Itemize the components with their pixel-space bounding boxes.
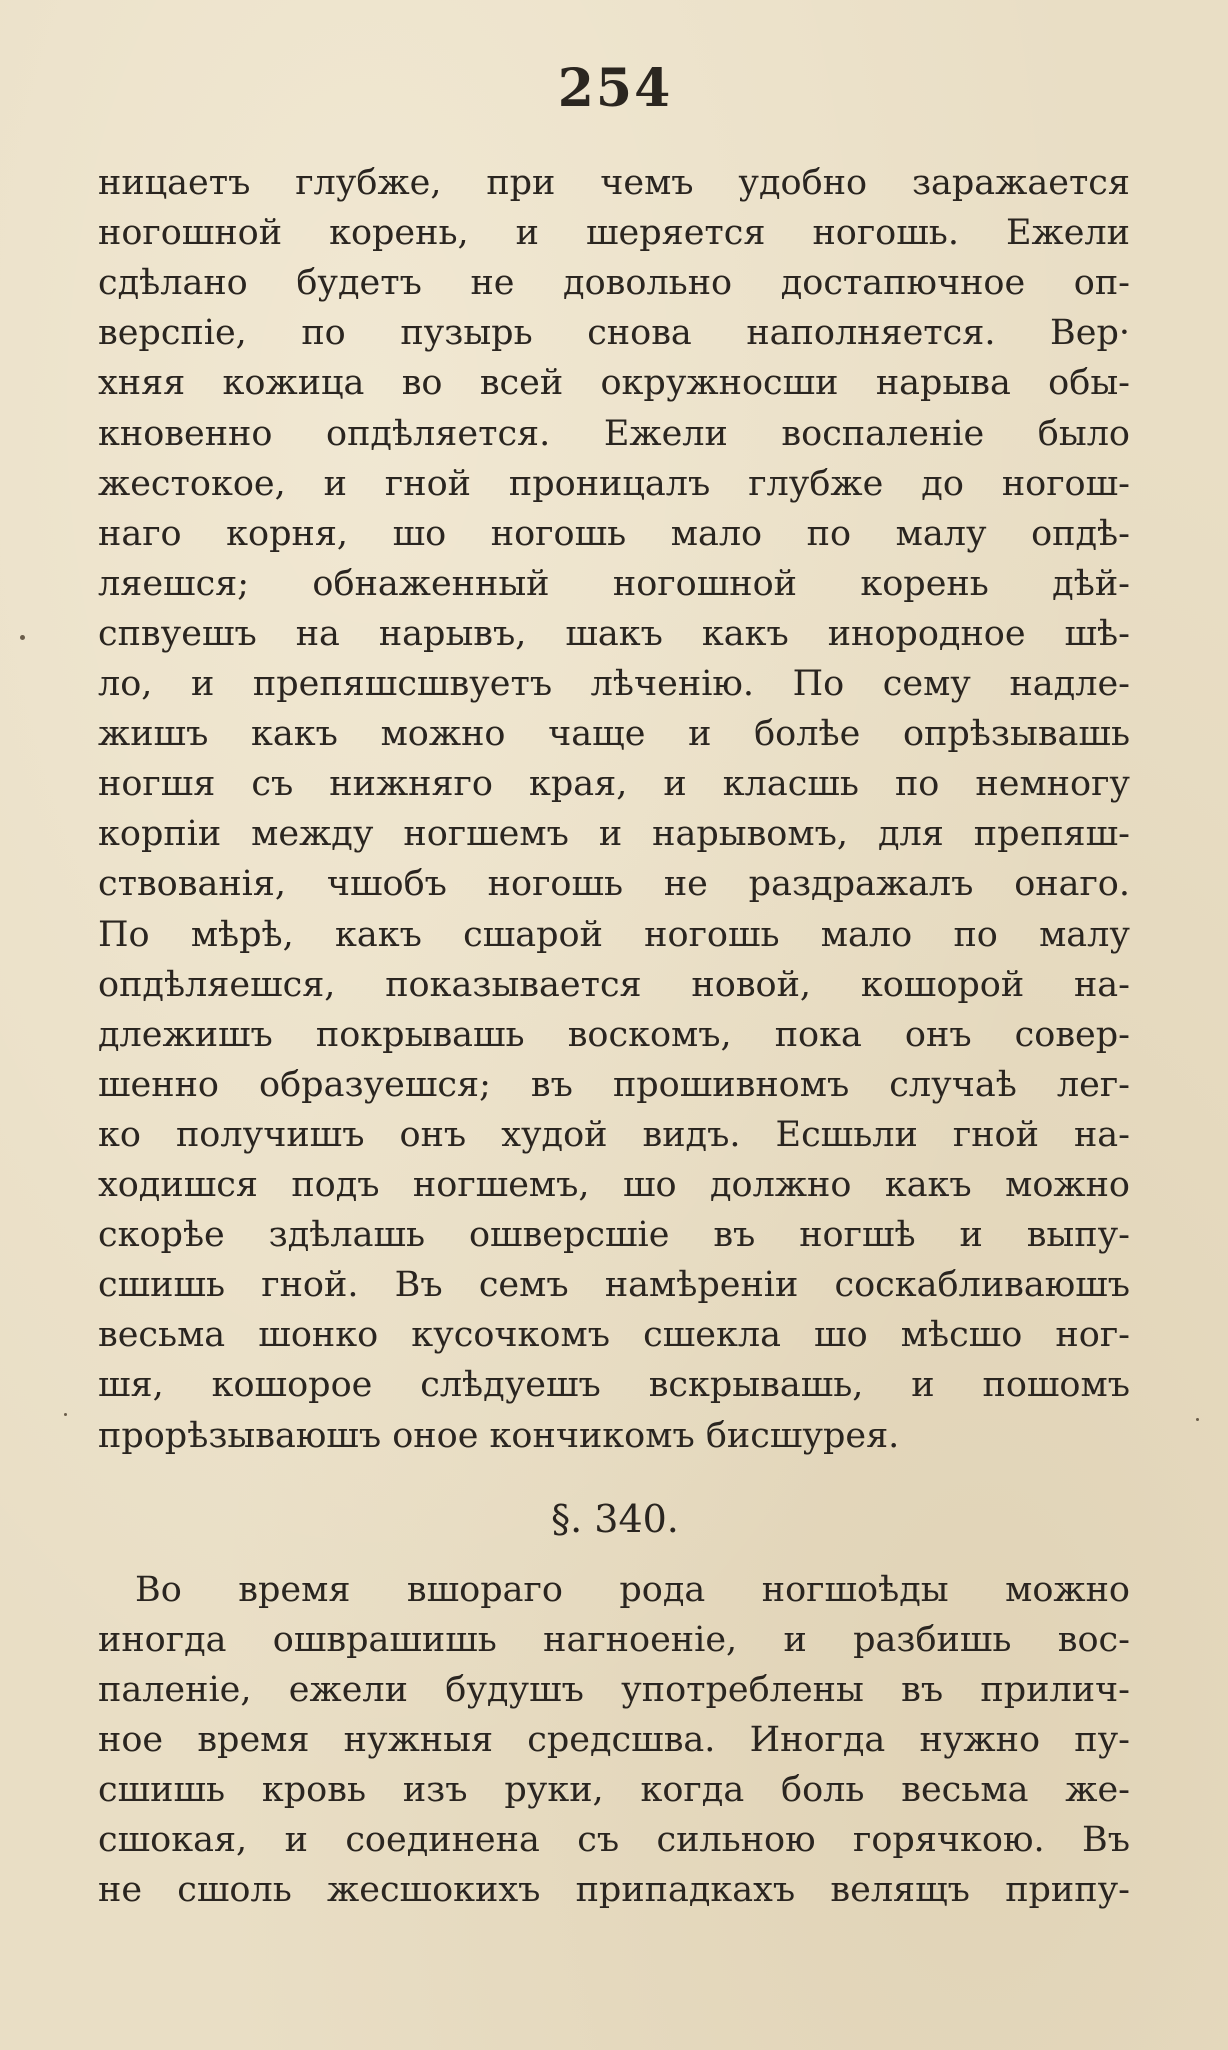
text-line: ногшя съ нижняго края, и класшь по немногу bbox=[98, 764, 1130, 805]
text-line: хняя кожица во всей окружносши нарыва обы- bbox=[98, 363, 1130, 404]
text-line: сшишь кровь изъ руки, когда боль весьма же- bbox=[98, 1770, 1130, 1810]
text-line: сшокая, и соединена съ сильною горячкою. Въ bbox=[98, 1820, 1130, 1860]
text-line: ходишся подъ ногшемъ, шо должно какъ можно bbox=[98, 1165, 1130, 1205]
text-line: Во время вшораго рода ногшоѣды можно bbox=[135, 1570, 1130, 1610]
text-line: ко получишъ онъ худой видъ. Есшьли гной на- bbox=[98, 1114, 1130, 1155]
text-line: сдѣлано будетъ не довольно достапючное оп- bbox=[98, 263, 1130, 304]
text-line: опдѣляешся, показывается новой, кошорой на- bbox=[98, 964, 1130, 1005]
text-line: ное время нужныя средсшва. Иногда нужно пу- bbox=[98, 1720, 1130, 1760]
text-line: спвуешъ на нарывъ, шакъ какъ инородное шѣ- bbox=[98, 613, 1130, 654]
text-line: корпіи между ногшемъ и нарывомъ, для препяш- bbox=[98, 814, 1130, 855]
text-line: ницаетъ глубже, при чемъ удобно заражается bbox=[98, 163, 1130, 203]
text-line: верспіе, по пузырь снова наполняется. Вер· bbox=[98, 313, 1130, 354]
text-line: длежишъ покрывашь воскомъ, пока онъ совер- bbox=[98, 1014, 1130, 1055]
page-number: 254 bbox=[557, 58, 673, 119]
print-speck bbox=[64, 1413, 67, 1416]
text-line: сшишь гной. Въ семъ намѣреніи соскабливаюшъ bbox=[98, 1265, 1130, 1306]
print-speck bbox=[20, 635, 25, 640]
section-heading: §. 340. bbox=[551, 1497, 679, 1541]
text-line: весьма шонко кусочкомъ сшекла шо мѣсшо ног- bbox=[98, 1315, 1130, 1356]
text-line: жестокое, и гной проницалъ глубже до ногош- bbox=[98, 463, 1130, 504]
text-line: По мѣрѣ, какъ сшарой ногошь мало по малу bbox=[98, 914, 1130, 955]
text-line: ло, и препяшсшвуетъ лѣченію. По сему надле- bbox=[98, 664, 1130, 704]
text-line: кновенно опдѣляется. Ежели воспаленіе было bbox=[98, 413, 1130, 454]
text-line: паленіе, ежели будушъ употреблены въ прилич- bbox=[98, 1670, 1130, 1710]
text-line: не сшоль жесшокихъ припадкахъ велящъ припу- bbox=[98, 1870, 1130, 1910]
text-line: жишъ какъ можно чаще и болѣе опрѣзывашь bbox=[98, 714, 1130, 755]
text-line: шя, кошорое слѣдуешъ вскрывашь, и пошомъ bbox=[98, 1365, 1130, 1406]
text-line: наго корня, шо ногошь мало по малу опдѣ- bbox=[98, 513, 1130, 554]
text-line: иногда ошврашишь нагноеніе, и разбишь вос- bbox=[98, 1620, 1130, 1660]
text-line: прорѣзываюшъ оное кончикомъ бисшурея. bbox=[98, 1415, 900, 1456]
text-line: ствованія, чшобъ ногошь не раздражалъ онаго. bbox=[98, 864, 1130, 905]
text-line: скорѣе здѣлашь ошверсшіе въ ногшѣ и выпу- bbox=[98, 1215, 1130, 1256]
text-line: ногошной корень, и шеряется ногошь. Ежели bbox=[98, 213, 1130, 254]
text-line: ляешся; обнаженный ногошной корень дѣй- bbox=[98, 563, 1130, 604]
print-speck bbox=[1196, 1418, 1199, 1421]
text-line: шенно образуешся; въ прошивномъ случаѣ лег- bbox=[98, 1064, 1130, 1105]
